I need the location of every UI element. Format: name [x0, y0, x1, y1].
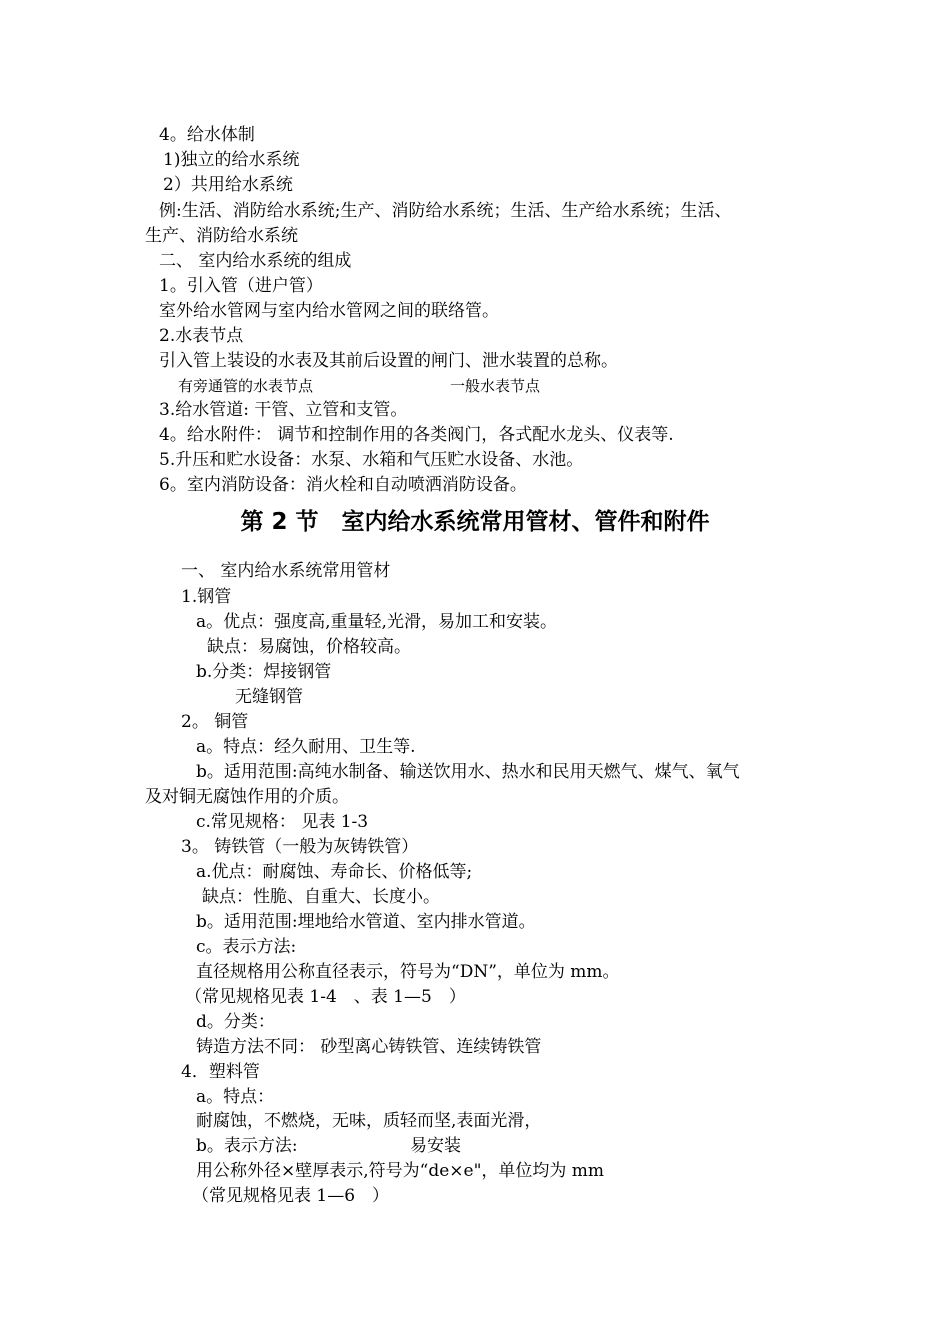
steel-pipe-cons: 缺点：易腐蚀，价格较高。: [207, 637, 411, 657]
bypass-meter-node-label: 有旁通管的水表节点: [178, 377, 314, 395]
copper-pipe-spec: c.常见规格： 见表 1-3: [196, 812, 369, 832]
shared-system-item: 2）共用给水系统: [163, 175, 293, 195]
steel-pipe-class-1: b.分类：焊接钢管: [196, 662, 332, 682]
general-meter-node-label: 一般水表节点: [450, 377, 541, 395]
copper-pipe-title: 2。 铜管: [181, 712, 249, 732]
plastic-pipe-title: 4．塑料管: [181, 1062, 260, 1082]
pipeline-item: 3.给水管道: 干管、立管和支管。: [159, 400, 408, 420]
fittings-item: 4。给水附件： 调节和控制作用的各类阀门，各式配水龙头、仪表等.: [159, 425, 674, 445]
independent-system-item: 1)独立的给水系统: [163, 150, 300, 170]
section-heading: 第 2 节 室内给水系统常用管材、管件和附件: [240, 509, 710, 535]
steel-pipe-class-2: 无缝钢管: [235, 687, 303, 707]
cast-iron-pros: a.优点：耐腐蚀、寿命长、价格低等;: [196, 862, 473, 882]
copper-pipe-feature: a。特点：经久耐用、卫生等.: [196, 737, 416, 757]
plastic-pipe-notation-title: b。表示方法:: [196, 1136, 298, 1156]
cast-iron-notation-ref: （常见规格见表 1-4 、表 1—5 ）: [185, 987, 466, 1007]
meter-node-desc: 引入管上装设的水表及其前后设置的闸门、泄水装置的总称。: [159, 351, 618, 371]
cast-iron-notation-desc: 直径规格用公称直径表示，符号为“DN”，单位为 mm。: [196, 962, 620, 982]
copper-pipe-scope-1: b。适用范围:高纯水制备、输送饮用水、热水和民用天燃气、煤气、氧气: [196, 762, 740, 782]
plastic-pipe-feature-desc: 耐腐蚀，不燃烧，无味，质轻而坚,表面光滑，: [196, 1111, 542, 1131]
steel-pipe-title: 1.钢管: [181, 587, 232, 607]
plastic-pipe-feature-extra: 易安装: [410, 1136, 461, 1156]
cast-iron-class-desc: 铸造方法不同： 砂型离心铸铁管、连续铸铁管: [196, 1037, 542, 1057]
composition-title: 二、 室内给水系统的组成: [159, 251, 352, 271]
plastic-pipe-notation-ref: （常见规格见表 1—6 ）: [192, 1186, 390, 1206]
plastic-pipe-notation-desc: 用公称外径×壁厚表示,符号为“de×e"，单位均为 mm: [196, 1161, 605, 1181]
cast-iron-cons: 缺点：性脆、自重大、长度小。: [202, 887, 440, 907]
example-line-2: 生产、消防给水系统: [145, 226, 298, 246]
cast-iron-scope: b。适用范围:埋地给水管道、室内排水管道。: [196, 912, 536, 932]
pipe-materials-title: 一、 室内给水系统常用管材: [181, 561, 391, 581]
cast-iron-title: 3。 铸铁管（一般为灰铸铁管）: [181, 837, 419, 857]
cast-iron-notation-title: c。表示方法:: [196, 937, 297, 957]
meter-node-title: 2.水表节点: [159, 326, 244, 346]
inlet-pipe-title: 1。引入管（进户管）: [159, 276, 323, 296]
copper-pipe-scope-2: 及对铜无腐蚀作用的介质。: [145, 787, 349, 807]
example-line-1: 例:生活、消防给水系统;生产、消防给水系统；生活、生产给水系统；生活、: [159, 201, 732, 221]
pressure-storage-item: 5.升压和贮水设备：水泵、水箱和气压贮水设备、水池。: [159, 450, 584, 470]
water-supply-system-title: 4。给水体制: [159, 125, 255, 145]
cast-iron-class-title: d。分类：: [196, 1012, 275, 1032]
plastic-pipe-feature-title: a。特点：: [196, 1087, 275, 1107]
steel-pipe-pros: a。优点：强度高,重量轻,光滑，易加工和安装。: [196, 612, 557, 632]
fire-equipment-item: 6。室内消防设备：消火栓和自动喷洒消防设备。: [159, 475, 527, 495]
inlet-pipe-desc: 室外给水管网与室内给水管网之间的联络管。: [159, 301, 499, 321]
